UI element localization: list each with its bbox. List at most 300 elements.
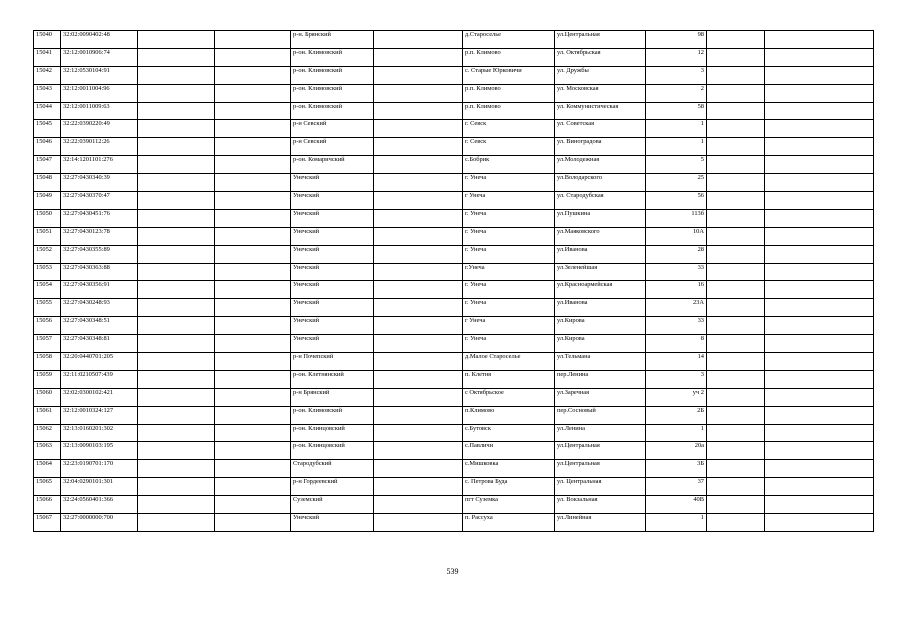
table-row: [34, 192, 874, 210]
cell-district: Унечский: [291, 317, 374, 335]
cell-cadastral-number: 32:27:0430451:76: [61, 209, 138, 227]
cell-blank-col-4: [215, 138, 291, 156]
cell-blank-col-6: [374, 138, 463, 156]
table-row: [34, 335, 874, 353]
cell-street: ул.Тельмана: [555, 353, 646, 371]
cell-house-number: уч 2: [646, 388, 707, 406]
cell-blank-col-6: [374, 245, 463, 263]
cell-cadastral-number: 32:27:0430355:89: [61, 245, 138, 263]
cell-house-number: 10А: [646, 227, 707, 245]
cell-row-number: 15066: [34, 496, 61, 514]
cell-blank-col-3: [138, 138, 215, 156]
cell-district: р-он. Клетнянский: [291, 370, 374, 388]
cell-blank-col-10: [707, 245, 765, 263]
cell-district: Унечский: [291, 227, 374, 245]
cell-blank-col-11: [765, 281, 874, 299]
cell-blank-col-11: [765, 424, 874, 442]
cell-blank-col-6: [374, 156, 463, 174]
cell-row-number: 15054: [34, 281, 61, 299]
cell-blank-col-6: [374, 84, 463, 102]
cell-blank-col-4: [215, 299, 291, 317]
cell-house-number: 113б: [646, 209, 707, 227]
table-row: [34, 496, 874, 514]
cell-street: ул. Вокзальная: [555, 496, 646, 514]
cell-blank-col-11: [765, 299, 874, 317]
cell-blank-col-4: [215, 31, 291, 49]
cell-cadastral-number: 32:27:0430348:81: [61, 335, 138, 353]
cell-blank-col-10: [707, 406, 765, 424]
cell-cadastral-number: 32:02:0090402:48: [61, 31, 138, 49]
table-row: [34, 209, 874, 227]
cell-blank-col-11: [765, 138, 874, 156]
cell-cadastral-number: 32:12:0010906:74: [61, 48, 138, 66]
cell-row-number: 15061: [34, 406, 61, 424]
cell-blank-col-6: [374, 496, 463, 514]
cell-settlement: г. Унеча: [463, 299, 555, 317]
cell-street: пер.Сосновый: [555, 406, 646, 424]
cell-row-number: 15042: [34, 66, 61, 84]
cell-settlement: с. Петрова Буда: [463, 478, 555, 496]
cell-blank-col-10: [707, 460, 765, 478]
cell-row-number: 15048: [34, 174, 61, 192]
cell-blank-col-3: [138, 424, 215, 442]
cell-blank-col-6: [374, 263, 463, 281]
cell-district: р-он. Комаричский: [291, 156, 374, 174]
cell-cadastral-number: 32:22:0390220:49: [61, 120, 138, 138]
cell-row-number: 15053: [34, 263, 61, 281]
cell-settlement: г. Севск: [463, 138, 555, 156]
cell-street: ул.Маяковского: [555, 227, 646, 245]
cell-cadastral-number: 32:27:0430348:51: [61, 317, 138, 335]
table-row: [34, 353, 874, 371]
cell-street: ул.Кирова: [555, 335, 646, 353]
cell-row-number: 15063: [34, 442, 61, 460]
cell-cadastral-number: 32:12:0011004:96: [61, 84, 138, 102]
cell-row-number: 15041: [34, 48, 61, 66]
cell-district: Унечский: [291, 299, 374, 317]
cell-district: р-он. Климовский: [291, 48, 374, 66]
cell-row-number: 15062: [34, 424, 61, 442]
cell-blank-col-3: [138, 317, 215, 335]
cell-district: Унечский: [291, 209, 374, 227]
cell-blank-col-10: [707, 478, 765, 496]
cell-house-number: 1: [646, 424, 707, 442]
cell-blank-col-11: [765, 102, 874, 120]
cell-blank-col-4: [215, 263, 291, 281]
cell-cadastral-number: 32:27:0430363:88: [61, 263, 138, 281]
cell-blank-col-10: [707, 353, 765, 371]
cell-blank-col-6: [374, 299, 463, 317]
cell-settlement: п. Клетня: [463, 370, 555, 388]
cell-blank-col-10: [707, 174, 765, 192]
cell-row-number: 15043: [34, 84, 61, 102]
cell-blank-col-10: [707, 335, 765, 353]
cell-row-number: 15046: [34, 138, 61, 156]
cell-blank-col-10: [707, 263, 765, 281]
cell-district: р-он. Климовский: [291, 102, 374, 120]
cell-settlement: д.Малое Староселье: [463, 353, 555, 371]
cell-blank-col-11: [765, 227, 874, 245]
cell-settlement: р.п. Климово: [463, 48, 555, 66]
cell-cadastral-number: 32:27:0430248:93: [61, 299, 138, 317]
cell-settlement: г. Унеча: [463, 335, 555, 353]
cell-settlement: г.Унеча: [463, 263, 555, 281]
cell-street: ул. Московская: [555, 84, 646, 102]
cell-street: ул.Молодежная: [555, 156, 646, 174]
cell-blank-col-11: [765, 156, 874, 174]
cell-blank-col-3: [138, 514, 215, 532]
cell-blank-col-10: [707, 317, 765, 335]
cell-row-number: 15047: [34, 156, 61, 174]
table-row: [34, 514, 874, 532]
cell-blank-col-4: [215, 192, 291, 210]
cell-blank-col-3: [138, 335, 215, 353]
cell-blank-col-11: [765, 245, 874, 263]
table-row: [34, 245, 874, 263]
cell-street: ул. Октябрьская: [555, 48, 646, 66]
cell-house-number: 8: [646, 335, 707, 353]
cell-blank-col-3: [138, 388, 215, 406]
cell-settlement: г Унеча: [463, 192, 555, 210]
cell-house-number: 1: [646, 120, 707, 138]
cell-cadastral-number: 32:27:0430123:78: [61, 227, 138, 245]
cell-district: р-н Севский: [291, 138, 374, 156]
cell-blank-col-6: [374, 31, 463, 49]
cell-street: ул. Коммунистическая: [555, 102, 646, 120]
cell-house-number: 28: [646, 245, 707, 263]
cell-house-number: 2Б: [646, 406, 707, 424]
cell-blank-col-11: [765, 406, 874, 424]
table-row: [34, 442, 874, 460]
cell-blank-col-11: [765, 478, 874, 496]
cell-house-number: 1: [646, 138, 707, 156]
cell-blank-col-6: [374, 48, 463, 66]
cell-blank-col-3: [138, 174, 215, 192]
cell-blank-col-3: [138, 370, 215, 388]
page-number: 539: [446, 567, 459, 576]
cell-district: р-н Почепский: [291, 353, 374, 371]
cell-row-number: 15058: [34, 353, 61, 371]
cell-street: ул. Центральная: [555, 478, 646, 496]
cell-blank-col-10: [707, 156, 765, 174]
cell-settlement: г. Унеча: [463, 209, 555, 227]
cell-row-number: 15065: [34, 478, 61, 496]
cell-cadastral-number: 32:27:0430356:91: [61, 281, 138, 299]
table-row: [34, 263, 874, 281]
table-row: [34, 406, 874, 424]
cell-blank-col-10: [707, 31, 765, 49]
cell-blank-col-11: [765, 263, 874, 281]
cell-row-number: 15057: [34, 335, 61, 353]
cell-blank-col-4: [215, 478, 291, 496]
cell-settlement: г. Унеча: [463, 245, 555, 263]
cell-house-number: 5: [646, 156, 707, 174]
cell-blank-col-3: [138, 209, 215, 227]
cell-cadastral-number: 32:14:1201101:276: [61, 156, 138, 174]
table-row: [34, 460, 874, 478]
cell-blank-col-10: [707, 388, 765, 406]
cell-blank-col-10: [707, 496, 765, 514]
cell-row-number: 15049: [34, 192, 61, 210]
cell-blank-col-4: [215, 209, 291, 227]
cell-house-number: 1: [646, 514, 707, 532]
table-row: [34, 120, 874, 138]
cell-blank-col-11: [765, 48, 874, 66]
cell-settlement: пгт Суземка: [463, 496, 555, 514]
table-row: [34, 478, 874, 496]
cell-street: ул.Володарского: [555, 174, 646, 192]
cell-blank-col-10: [707, 299, 765, 317]
cell-district: р-он. Клинцовский: [291, 442, 374, 460]
cell-blank-col-4: [215, 281, 291, 299]
cell-blank-col-6: [374, 478, 463, 496]
cell-blank-col-4: [215, 48, 291, 66]
cell-street: ул.Центральная: [555, 442, 646, 460]
cell-blank-col-6: [374, 514, 463, 532]
cell-blank-col-3: [138, 31, 215, 49]
cell-blank-col-4: [215, 335, 291, 353]
cell-house-number: 20а: [646, 442, 707, 460]
cell-house-number: 33: [646, 263, 707, 281]
cell-street: ул.Ленина: [555, 424, 646, 442]
cell-blank-col-10: [707, 227, 765, 245]
cell-cadastral-number: 32:23:0190701:170: [61, 460, 138, 478]
cell-street: ул.Линейная: [555, 514, 646, 532]
cell-blank-col-4: [215, 514, 291, 532]
cell-blank-col-4: [215, 388, 291, 406]
cell-cadastral-number: 32:12:0010324:127: [61, 406, 138, 424]
cell-district: Стародубский: [291, 460, 374, 478]
cell-blank-col-11: [765, 442, 874, 460]
register-table: [33, 30, 874, 532]
table-row: [34, 156, 874, 174]
cell-settlement: р.п. Климово: [463, 84, 555, 102]
table-row: [34, 388, 874, 406]
cell-blank-col-11: [765, 514, 874, 532]
cell-blank-col-4: [215, 66, 291, 84]
cell-blank-col-3: [138, 353, 215, 371]
cell-district: Унечский: [291, 192, 374, 210]
cell-blank-col-6: [374, 424, 463, 442]
cell-blank-col-6: [374, 120, 463, 138]
cell-blank-col-10: [707, 442, 765, 460]
cell-house-number: 14: [646, 353, 707, 371]
cell-blank-col-3: [138, 281, 215, 299]
cell-blank-col-4: [215, 227, 291, 245]
cell-house-number: 23А: [646, 299, 707, 317]
cell-blank-col-6: [374, 192, 463, 210]
table-row: [34, 66, 874, 84]
cell-blank-col-11: [765, 174, 874, 192]
cell-cadastral-number: 32:12:0011009:63: [61, 102, 138, 120]
cell-blank-col-3: [138, 478, 215, 496]
cell-blank-col-6: [374, 335, 463, 353]
table-row: [34, 31, 874, 49]
cell-blank-col-6: [374, 281, 463, 299]
cell-district: Унечский: [291, 245, 374, 263]
cell-district: р-н. Брянский: [291, 31, 374, 49]
cell-blank-col-10: [707, 424, 765, 442]
cell-blank-col-10: [707, 514, 765, 532]
cell-blank-col-4: [215, 84, 291, 102]
cell-blank-col-11: [765, 496, 874, 514]
cell-blank-col-6: [374, 460, 463, 478]
cell-street: ул. Советская: [555, 120, 646, 138]
cell-blank-col-11: [765, 353, 874, 371]
cell-cadastral-number: 32:13:0090103:195: [61, 442, 138, 460]
cell-street: ул. Дружбы: [555, 66, 646, 84]
cell-district: Унечский: [291, 263, 374, 281]
cell-row-number: 15052: [34, 245, 61, 263]
cell-house-number: 33: [646, 317, 707, 335]
cell-blank-col-11: [765, 66, 874, 84]
cell-blank-col-6: [374, 317, 463, 335]
cell-settlement: с. Старые Юрковичи: [463, 66, 555, 84]
cell-settlement: п. Рассуха: [463, 514, 555, 532]
cell-blank-col-4: [215, 102, 291, 120]
cell-house-number: 56: [646, 192, 707, 210]
cell-house-number: 25: [646, 174, 707, 192]
cell-house-number: 40В: [646, 496, 707, 514]
cell-district: Суземский: [291, 496, 374, 514]
cell-cadastral-number: 32:13:0160201:302: [61, 424, 138, 442]
cell-blank-col-11: [765, 335, 874, 353]
cell-row-number: 15044: [34, 102, 61, 120]
cell-blank-col-4: [215, 353, 291, 371]
cell-blank-col-4: [215, 120, 291, 138]
table-row: [34, 317, 874, 335]
table-row: [34, 138, 874, 156]
cell-cadastral-number: 32:12:0530104:91: [61, 66, 138, 84]
cell-settlement: г. Унеча: [463, 227, 555, 245]
cell-settlement: с.Павличи: [463, 442, 555, 460]
cell-blank-col-6: [374, 353, 463, 371]
cell-blank-col-10: [707, 66, 765, 84]
cell-blank-col-11: [765, 370, 874, 388]
cell-row-number: 15055: [34, 299, 61, 317]
cell-district: р-н Брянский: [291, 388, 374, 406]
cell-blank-col-4: [215, 174, 291, 192]
cell-row-number: 15064: [34, 460, 61, 478]
cell-blank-col-4: [215, 156, 291, 174]
cell-district: Унечский: [291, 514, 374, 532]
cell-cadastral-number: 32:27:0430340:39: [61, 174, 138, 192]
cell-blank-col-3: [138, 156, 215, 174]
cell-blank-col-4: [215, 370, 291, 388]
cell-street: ул.Красноармейская: [555, 281, 646, 299]
register-table-body: [34, 31, 874, 532]
cell-district: р-он. Клинцовский: [291, 424, 374, 442]
cell-house-number: 58: [646, 102, 707, 120]
cell-cadastral-number: 32:24:0560401:366: [61, 496, 138, 514]
cell-blank-col-6: [374, 442, 463, 460]
cell-row-number: 15050: [34, 209, 61, 227]
cell-street: ул.Иванова: [555, 299, 646, 317]
cell-settlement: р.п. Климово: [463, 102, 555, 120]
cell-district: Унечский: [291, 174, 374, 192]
cell-street: ул.Заречная: [555, 388, 646, 406]
table-row: [34, 48, 874, 66]
cell-blank-col-3: [138, 66, 215, 84]
cell-cadastral-number: 32:11:0210507:439: [61, 370, 138, 388]
cell-street: ул.Иванова: [555, 245, 646, 263]
cell-district: р-он. Климовский: [291, 66, 374, 84]
cell-house-number: 98: [646, 31, 707, 49]
table-row: [34, 370, 874, 388]
cell-street: ул.Пушкина: [555, 209, 646, 227]
cell-blank-col-6: [374, 227, 463, 245]
cell-street: пер.Ленина: [555, 370, 646, 388]
cell-blank-col-11: [765, 31, 874, 49]
cell-blank-col-10: [707, 120, 765, 138]
cell-row-number: 15051: [34, 227, 61, 245]
cell-blank-col-6: [374, 388, 463, 406]
cell-blank-col-11: [765, 120, 874, 138]
table-row: [34, 174, 874, 192]
cell-street: ул. Виноградова: [555, 138, 646, 156]
cell-district: Унечский: [291, 281, 374, 299]
cell-row-number: 15045: [34, 120, 61, 138]
cell-blank-col-11: [765, 460, 874, 478]
cell-district: р-н Гордеевский: [291, 478, 374, 496]
cell-blank-col-11: [765, 317, 874, 335]
cell-cadastral-number: 32:20:0440701:205: [61, 353, 138, 371]
cell-blank-col-4: [215, 406, 291, 424]
cell-blank-col-10: [707, 209, 765, 227]
cell-settlement: с.Мишковка: [463, 460, 555, 478]
cell-house-number: 2: [646, 84, 707, 102]
cell-street: ул.Зеленейшая: [555, 263, 646, 281]
cell-blank-col-3: [138, 245, 215, 263]
cell-house-number: 3: [646, 370, 707, 388]
cell-street: ул.Кирова: [555, 317, 646, 335]
cell-row-number: 15059: [34, 370, 61, 388]
cell-blank-col-6: [374, 209, 463, 227]
cell-settlement: с.Бобрик: [463, 156, 555, 174]
cell-blank-col-3: [138, 48, 215, 66]
cell-house-number: 3Б: [646, 460, 707, 478]
cell-settlement: п.Климово: [463, 406, 555, 424]
cell-blank-col-3: [138, 227, 215, 245]
cell-blank-col-10: [707, 281, 765, 299]
cell-blank-col-6: [374, 174, 463, 192]
cell-blank-col-3: [138, 406, 215, 424]
cell-blank-col-11: [765, 209, 874, 227]
cell-settlement: г. Унеча: [463, 281, 555, 299]
cell-blank-col-3: [138, 263, 215, 281]
cell-district: р-он. Климовский: [291, 84, 374, 102]
cell-blank-col-3: [138, 299, 215, 317]
cell-row-number: 15060: [34, 388, 61, 406]
cell-district: р-он. Климовский: [291, 406, 374, 424]
cell-blank-col-4: [215, 460, 291, 478]
cell-blank-col-10: [707, 84, 765, 102]
cell-house-number: 12: [646, 48, 707, 66]
cell-blank-col-10: [707, 370, 765, 388]
cell-blank-col-4: [215, 245, 291, 263]
cell-blank-col-10: [707, 192, 765, 210]
cell-street: ул. Стародубская: [555, 192, 646, 210]
cell-settlement: г. Унеча: [463, 174, 555, 192]
cell-blank-col-10: [707, 138, 765, 156]
cell-street: ул.Центральная: [555, 31, 646, 49]
cell-row-number: 15056: [34, 317, 61, 335]
cell-blank-col-3: [138, 102, 215, 120]
cell-blank-col-11: [765, 388, 874, 406]
cell-blank-col-4: [215, 442, 291, 460]
cell-settlement: с.Бутовск: [463, 424, 555, 442]
cell-settlement: г. Севск: [463, 120, 555, 138]
